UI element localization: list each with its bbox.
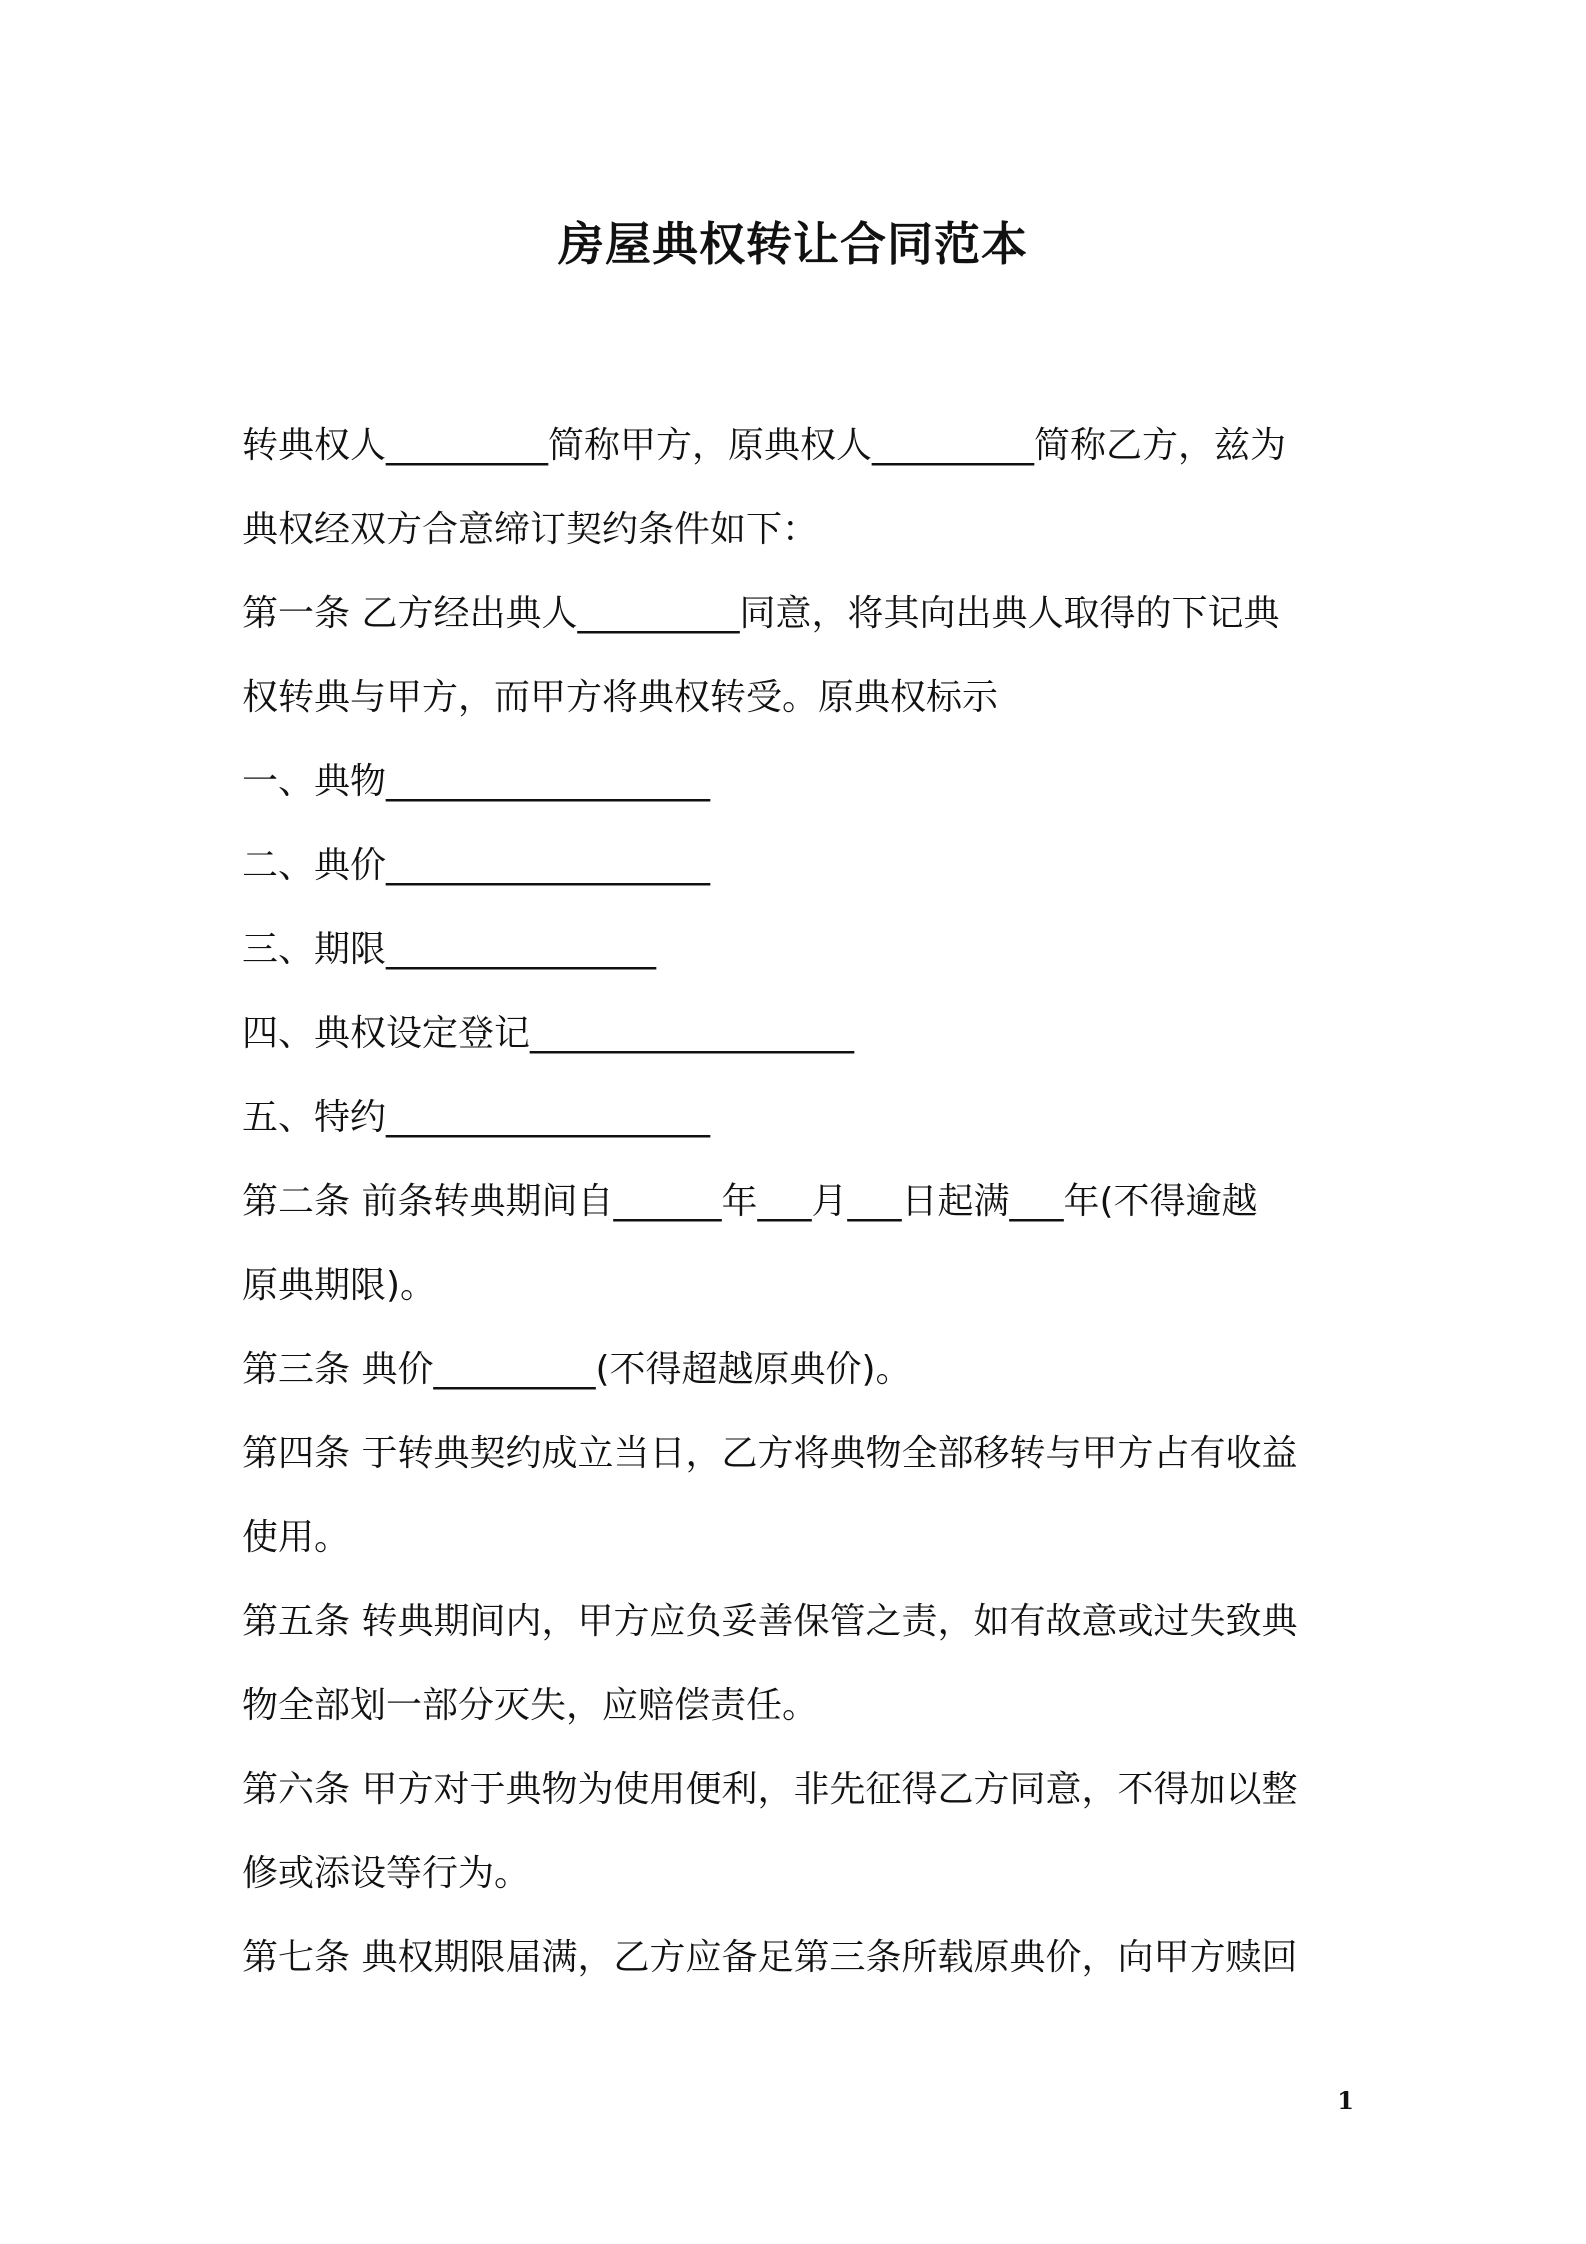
body-line: 第三条 典价_________(不得超越原典价)。 xyxy=(242,1349,912,1390)
body-line: 第七条 典权期限届满，乙方应备足第三条所载原典价，向甲方赎回 xyxy=(242,1937,1298,1978)
body-line: 使用。 xyxy=(242,1517,351,1558)
document-title: 房屋典权转让合同范本 xyxy=(558,217,1028,271)
body-line: 修或添设等行为。 xyxy=(242,1853,531,1894)
body-line: 第五条 转典期间内，甲方应负妥善保管之责，如有故意或过失致典 xyxy=(242,1601,1298,1642)
body-line: 第六条 甲方对于典物为使用便利，非先征得乙方同意，不得加以整 xyxy=(242,1769,1298,1810)
body-line: 第一条 乙方经出典人_________同意，将其向出典人取得的下记典 xyxy=(242,593,1280,634)
body-line: 三、期限_______________ xyxy=(242,929,657,970)
body-line: 权转典与甲方，而甲方将典权转受。原典权标示 xyxy=(242,677,999,718)
body-line: 二、典价__________________ xyxy=(242,845,711,886)
body-line: 一、典物__________________ xyxy=(242,761,711,802)
body-line: 五、特约__________________ xyxy=(242,1097,711,1138)
body-line: 物全部划一部分灭失，应赔偿责任。 xyxy=(242,1685,819,1726)
body-line: 转典权人_________简称甲方，原典权人_________简称乙方，兹为 xyxy=(242,425,1287,466)
body-line: 第四条 于转典契约成立当日，乙方将典物全部移转与甲方占有收益 xyxy=(242,1433,1298,1474)
document-body xyxy=(242,404,1360,2000)
page-number: 1 xyxy=(1337,2086,1354,2115)
body-line: 第二条 前条转典期间自______年___月___日起满___年(不得逾越 xyxy=(242,1181,1258,1222)
body-line: 四、典权设定登记__________________ xyxy=(242,1013,855,1054)
body-line: 原典期限)。 xyxy=(242,1265,437,1306)
body-line: 典权经双方合意缔订契约条件如下： xyxy=(242,509,819,550)
